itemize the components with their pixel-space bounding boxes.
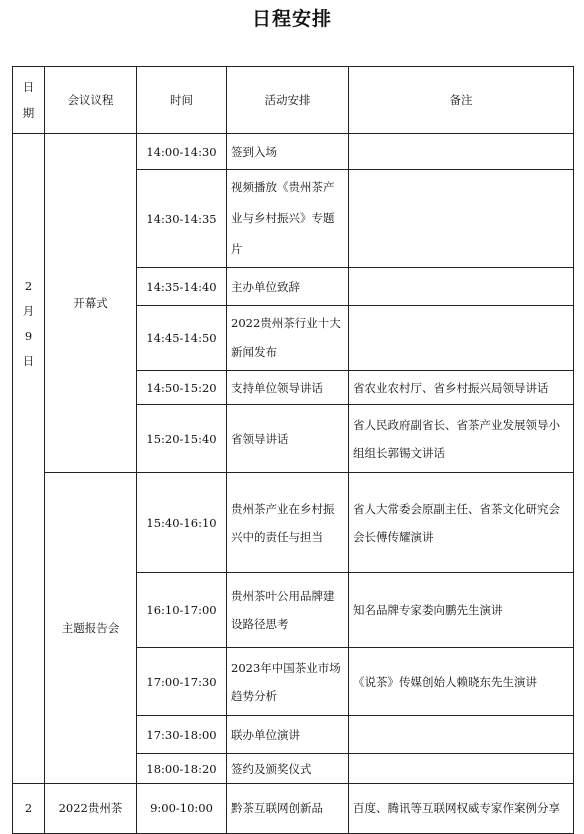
activity-cell: 省领导讲话	[227, 405, 349, 473]
time-cell: 14:00-14:30	[137, 134, 227, 170]
remark-cell: 省人民政府副省长、省茶产业发展领导小组组长郭锡文讲话	[349, 405, 574, 473]
remark-cell: 省人大常委会原副主任、省茶文化研究会会长傅传耀演讲	[349, 473, 574, 573]
header-remark: 备注	[349, 67, 574, 134]
time-cell: 16:10-17:00	[137, 573, 227, 648]
activity-cell: 2023年中国茶业市场趋势分析	[227, 648, 349, 716]
header-agenda: 会议议程	[45, 67, 137, 134]
remark-cell	[349, 268, 574, 306]
session-keynote: 主题报告会	[45, 473, 137, 784]
time-cell: 14:45-14:50	[137, 306, 227, 371]
header-date: 日期	[13, 67, 45, 134]
time-cell: 15:20-15:40	[137, 405, 227, 473]
table-row	[13, 473, 574, 573]
header-activity: 活动安排	[227, 67, 349, 134]
session-day2: 2022贵州茶	[45, 784, 137, 834]
table-header-row	[13, 67, 574, 134]
schedule-table	[12, 66, 574, 834]
activity-cell: 主办单位致辞	[227, 268, 349, 306]
activity-cell: 2022贵州茶行业十大新闻发布	[227, 306, 349, 371]
remark-cell: 省农业农村厅、省乡村振兴局领导讲话	[349, 371, 574, 405]
activity-cell: 支持单位领导讲话	[227, 371, 349, 405]
activity-cell: 联办单位演讲	[227, 716, 349, 754]
activity-cell: 签到入场	[227, 134, 349, 170]
activity-cell: 黔茶互联网创新品	[227, 784, 349, 834]
remark-cell: 百度、腾讯等互联网权威专家作案例分享	[349, 784, 574, 834]
header-time: 时间	[137, 67, 227, 134]
time-cell: 9:00-10:00	[137, 784, 227, 834]
table-row	[13, 134, 574, 170]
page-title: 日程安排	[251, 8, 332, 30]
time-cell: 14:30-14:35	[137, 170, 227, 268]
remark-cell: 《说茶》传媒创始人赖晓东先生演讲	[349, 648, 574, 716]
remark-cell	[349, 754, 574, 784]
time-cell: 14:35-14:40	[137, 268, 227, 306]
remark-cell	[349, 170, 574, 268]
time-cell: 17:00-17:30	[137, 648, 227, 716]
date-cell-day1: 2月9日	[13, 134, 45, 784]
date-cell-day2: 2	[13, 784, 45, 834]
activity-cell: 签约及颁奖仪式	[227, 754, 349, 784]
time-cell: 14:50-15:20	[137, 371, 227, 405]
remark-cell: 知名品牌专家娄向鹏先生演讲	[349, 573, 574, 648]
remark-cell	[349, 306, 574, 371]
time-cell: 15:40-16:10	[137, 473, 227, 573]
table-row	[13, 784, 574, 834]
session-opening: 开幕式	[45, 134, 137, 473]
remark-cell	[349, 134, 574, 170]
activity-cell: 贵州茶产业在乡村振兴中的责任与担当	[227, 473, 349, 573]
time-cell: 18:00-18:20	[137, 754, 227, 784]
time-cell: 17:30-18:00	[137, 716, 227, 754]
activity-cell: 视频播放《贵州茶产业与乡村振兴》专题片	[227, 170, 349, 268]
activity-cell: 贵州茶叶公用品牌建设路径思考	[227, 573, 349, 648]
remark-cell	[349, 716, 574, 754]
